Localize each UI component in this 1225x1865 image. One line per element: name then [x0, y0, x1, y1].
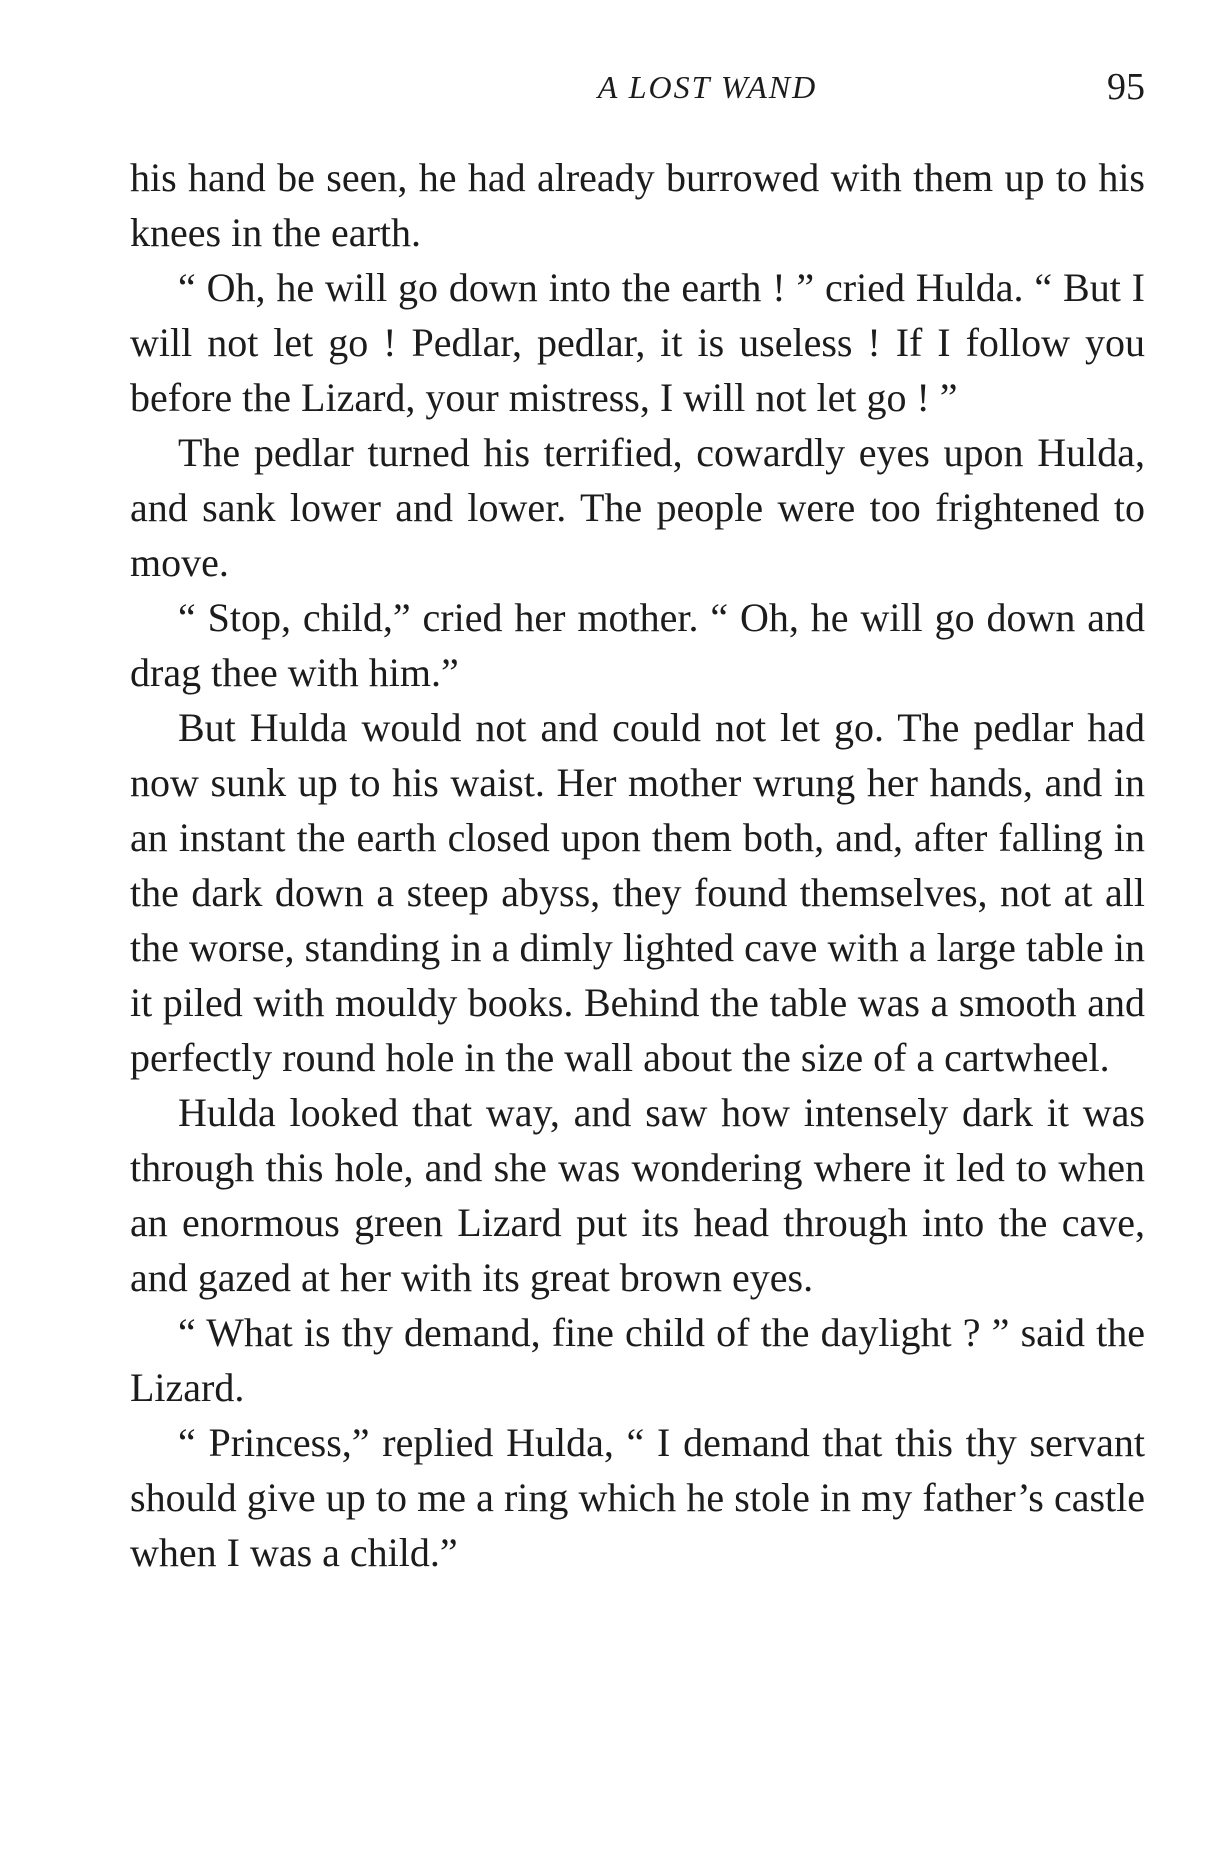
paragraph-3: The pedlar turned his terrified, cowardly eyes upon Hulda, and sank lower and lower. The people were too frightened to move.	[130, 430, 1145, 585]
body-text	[130, 150, 1145, 1580]
running-title: A LOST WAND	[597, 69, 818, 105]
paragraph-1: his hand be seen, he had already burrowed with them up to his knees in the earth.	[130, 155, 1145, 255]
paragraph-7: “ What is thy demand, fine child of the daylight ? ” said the Lizard.	[130, 1310, 1145, 1410]
page-number: 95	[1107, 66, 1145, 108]
running-head	[130, 62, 1145, 112]
paragraph-2: “ Oh, he will go down into the earth ! ” cried Hulda. “ But I will not let go ! Pedlar, pedlar, it is useless ! If I follow you before the Lizard, your mistress, I will not let go ! ”	[130, 265, 1145, 420]
paragraph-6: Hulda looked that way, and saw how intensely dark it was through this hole, and she was wondering where it led to when an enormous green Lizard put its head through into the cave, and gazed at her with its great brown eyes.	[130, 1090, 1145, 1300]
paragraph-5: But Hulda would not and could not let go. The pedlar had now sunk up to his waist. Her mother wrung her hands, and in an instant the earth closed upon them both, and, after falling in the dark down a steep abyss, they found themselves, not at all the worse, standing in a dimly lighted cave with a large table in it piled with mouldy books. Behind the table was a smooth and perfectly round hole in the wall about the size of a cartwheel.	[130, 705, 1145, 1080]
paragraph-4: “ Stop, child,” cried her mother. “ Oh, he will go down and drag thee with him.”	[130, 595, 1145, 695]
paragraph-8: “ Princess,” replied Hulda, “ I demand that this thy servant should give up to me a ring which he stole in my father’s castle when I was a child.”	[130, 1420, 1145, 1575]
